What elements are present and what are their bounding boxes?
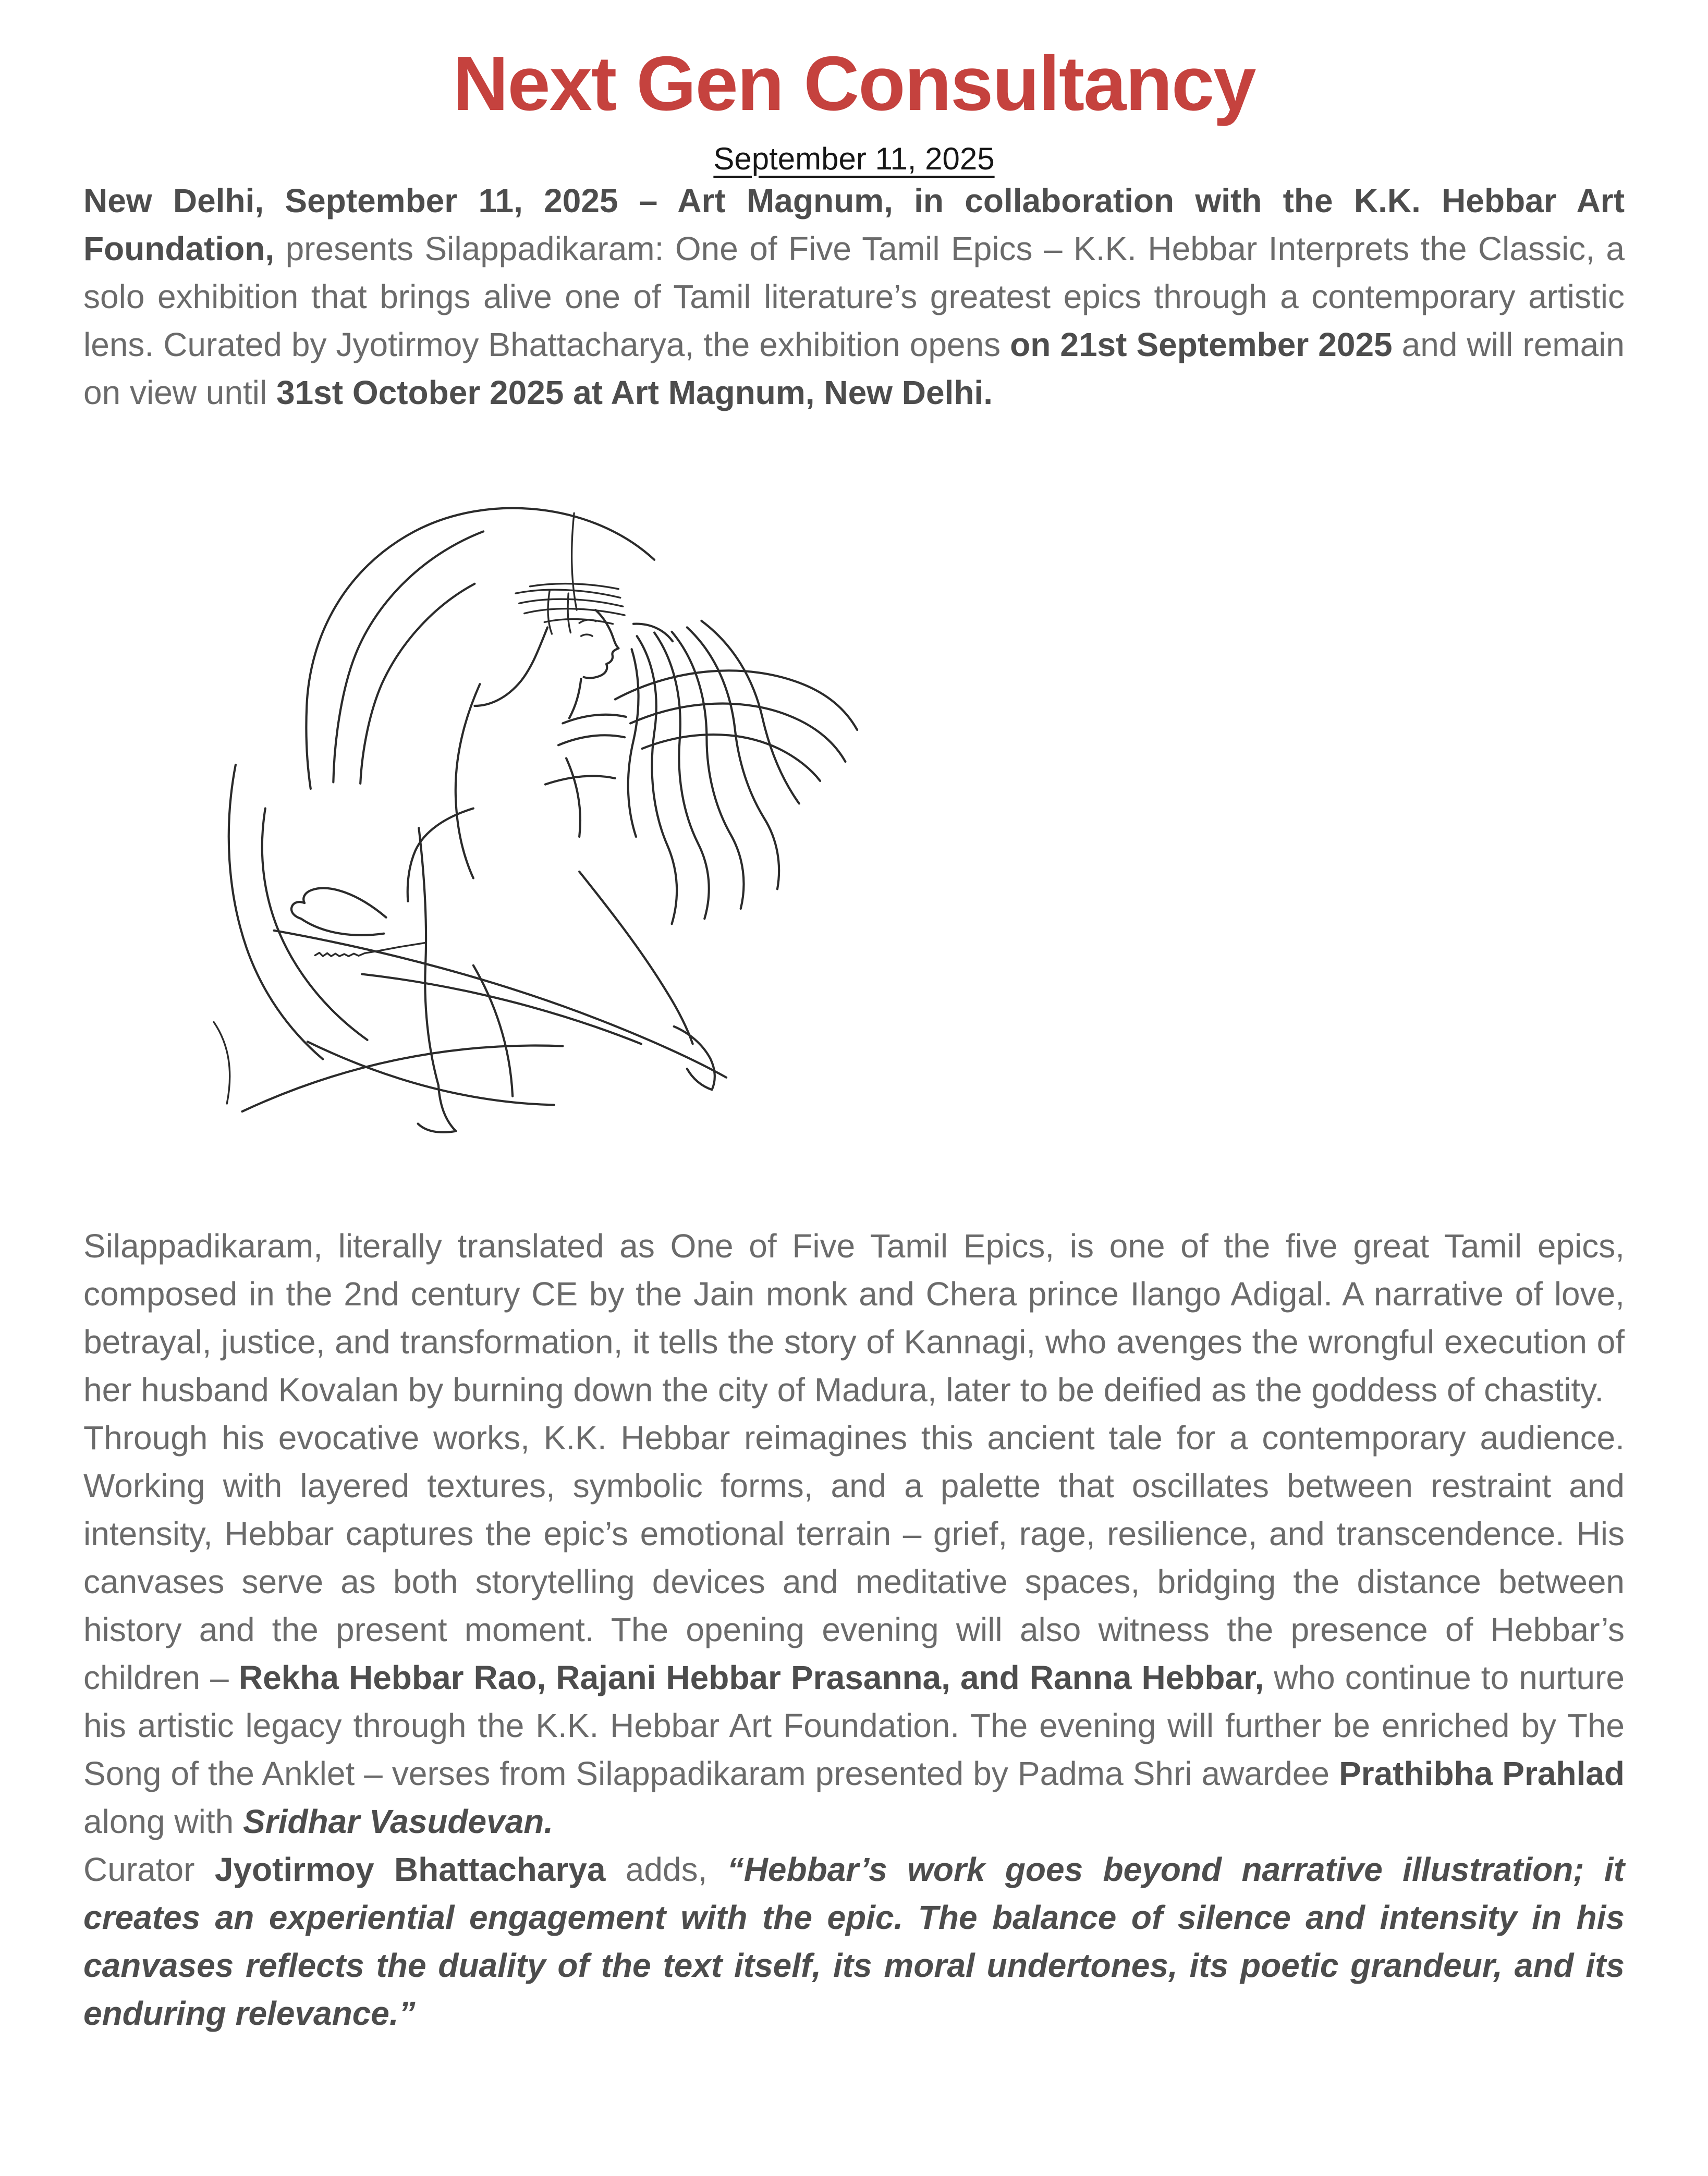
date-heading: September 11, 2025 <box>713 141 995 176</box>
sridhar-vasudevan-bold-italic-text: Sridhar Vasudevan. <box>242 1802 554 1840</box>
press-release-paragraph-2: Silappadikaram, literally translated as One of Five Tamil Epics, is one of the five great Tamil epics, composed in the 2nd century CE by the Jain monk and Chera prince Ilango Adigal. A narrative of love, betrayal, justice, and transformation, it tells the story of Kannagi, who avenges the wrongful execution of her husband Kovalan by burning down the city of Madura, later to be deified as the goddess of chastity. <box>83 1227 1625 1409</box>
prathibha-prahlad-bold-text: Prathibha Prahlad <box>1339 1754 1625 1792</box>
paragraph-1-text: presents Silappadikaram: One of Five Tamil Epics – K.K. Hebbar Interprets the Classic, a solo exhibition that brings alive one of Tamil literature’s greatest epics through a contemporary artistic lens. Curated by Jyotirmoy Bhattacharya, the exhibition opens <box>83 229 1625 363</box>
hebbar-children-bold-text: Rekha Hebbar Rao, Rajani Hebbar Prasanna, and Ranna Hebbar, <box>238 1658 1264 1696</box>
dateline-bold-text: New Delhi, September 11, 2025 – Art Magnum, in collaboration with the K.K. Hebbar Art Foundation, <box>83 181 1625 267</box>
press-release-page <box>0 41 1708 2069</box>
press-release-paragraph-3 <box>83 1414 1625 1845</box>
page-title: Next Gen Consultancy <box>453 41 1255 127</box>
curator-name-bold-text: Jyotirmoy Bhattacharya <box>214 1850 606 1888</box>
paragraph-3-text: Through his evocative works, K.K. Hebbar reimagines this ancient tale for a contemporary audience. Working with layered textures, symbolic forms, and a palette that oscillates between restraint and intensity, Hebbar captures the epic’s emotional terrain – grief, rage, resilience, and transcendence. His canvases serve as both storytelling devices and meditative spaces, bridging the distance between history and the present moment. The opening evening will also witness the presence of Hebbar’s children – <box>83 1419 1625 1696</box>
press-release-paragraph-1 <box>83 177 1625 417</box>
closing-date-bold-text: 31st October 2025 at Art Magnum, New Delhi. <box>276 373 993 411</box>
paragraph-1-text-2: and will remain on view until <box>83 325 1625 411</box>
couple-embrace-line-drawing <box>201 479 871 1149</box>
curator-quote-text: “Hebbar’s work goes beyond narrative illustration; it creates an experiential engagement with the epic. The balance of silence and intensity in his canvases reflects the duality of the text itself, its moral undertones, its poetic grandeur, and its enduring relevance.” <box>83 1850 1625 2032</box>
paragraph-3-text-3: along with <box>83 1802 243 1840</box>
quote-intro-text-2: adds, <box>605 1850 727 1888</box>
curator-quote-paragraph <box>83 1845 1625 2037</box>
paragraph-3-text-2: who continue to nurture his artistic legacy through the K.K. Hebbar Art Foundation. The evening will further be enriched by The Song of the Anklet – verses from Silappadikaram presented by Padma Shri awardee <box>83 1658 1625 1792</box>
opening-date-bold-text: on 21st September 2025 <box>1010 325 1393 363</box>
quote-intro-text: Curator <box>83 1850 215 1888</box>
